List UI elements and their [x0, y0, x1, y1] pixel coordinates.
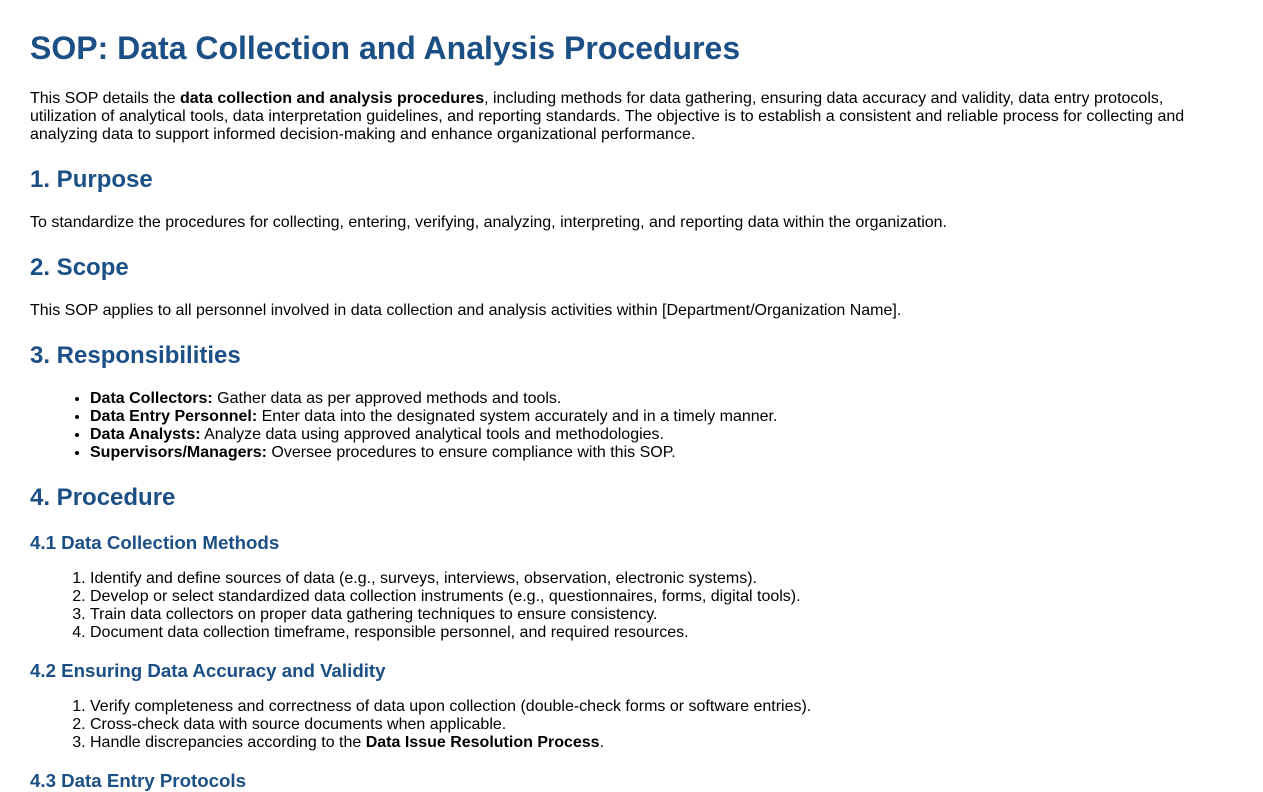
collection-methods-list	[30, 570, 1233, 642]
purpose-text: To standardize the procedures for collecting, entering, verifying, analyzing, interpreting, and reporting data within the organization.	[30, 214, 947, 231]
list-item: 3. Train data collectors on proper data gathering techniques to ensure consistency.	[90, 606, 1233, 624]
list-item: 1. Identify and define sources of data (e.g., surveys, interviews, observation, electronic systems).	[90, 570, 1233, 588]
role-description: Gather data as per approved methods and tools.	[212, 390, 562, 407]
item-text-bold: Data Issue Resolution Process	[365, 734, 600, 751]
procedure-heading: 4. Procedure	[30, 484, 176, 511]
list-item	[90, 408, 1233, 426]
item-text-before: Handle discrepancies according to the	[90, 734, 366, 751]
role-label: Data Analysts:	[90, 426, 201, 443]
list-item	[90, 734, 1233, 752]
list-item: 4. Document data collection timeframe, responsible personnel, and required resources.	[90, 624, 1233, 642]
intro-text-before: This SOP details the	[30, 90, 180, 107]
responsibilities-heading: 3. Responsibilities	[30, 342, 241, 369]
role-label: Supervisors/Managers:	[90, 444, 267, 461]
list-item: 2. Develop or select standardized data collection instruments (e.g., questionnaires, forms, digital tools).	[90, 588, 1233, 606]
role-label: Data Collectors:	[90, 390, 213, 407]
accuracy-validity-heading: 4.2 Ensuring Data Accuracy and Validity	[30, 660, 386, 681]
intro-text-bold: data collection and analysis procedures	[180, 90, 485, 107]
intro-text-after: , including methods for data gathering, ensuring data accuracy and validity, data entry protocols, utilization of analytical tools, data interpretation guidelines, and reporting standards. The objective is to establish a consistent and reliable process for collecting and analyzing data to support informed decision-making and enhance organizational performance.	[30, 90, 1185, 143]
list-item	[90, 426, 1233, 444]
scope-text: This SOP applies to all personnel involved in data collection and analysis activities within [Department/Organization Name].	[30, 302, 902, 319]
list-item	[90, 390, 1233, 408]
page-title: SOP: Data Collection and Analysis Procedures	[30, 30, 741, 66]
accuracy-validity-list	[30, 698, 1233, 752]
list-item	[90, 444, 1233, 462]
collection-methods-heading: 4.1 Data Collection Methods	[30, 532, 280, 553]
role-label: Data Entry Personnel:	[90, 408, 258, 425]
purpose-heading: 1. Purpose	[30, 166, 153, 193]
data-entry-heading: 4.3 Data Entry Protocols	[30, 770, 247, 791]
list-item: 1. Verify completeness and correctness of data upon collection (double-check forms or software entries).	[90, 698, 1233, 716]
item-text-after: .	[599, 734, 605, 751]
intro-paragraph	[30, 90, 1233, 144]
scope-heading: 2. Scope	[30, 254, 129, 281]
list-item: 2. Cross-check data with source documents when applicable.	[90, 716, 1233, 734]
role-description: Analyze data using approved analytical tools and methodologies.	[200, 426, 664, 443]
role-description: Enter data into the designated system accurately and in a timely manner.	[257, 408, 778, 425]
responsibilities-list	[30, 390, 1233, 462]
role-description: Oversee procedures to ensure compliance with this SOP.	[266, 444, 676, 461]
